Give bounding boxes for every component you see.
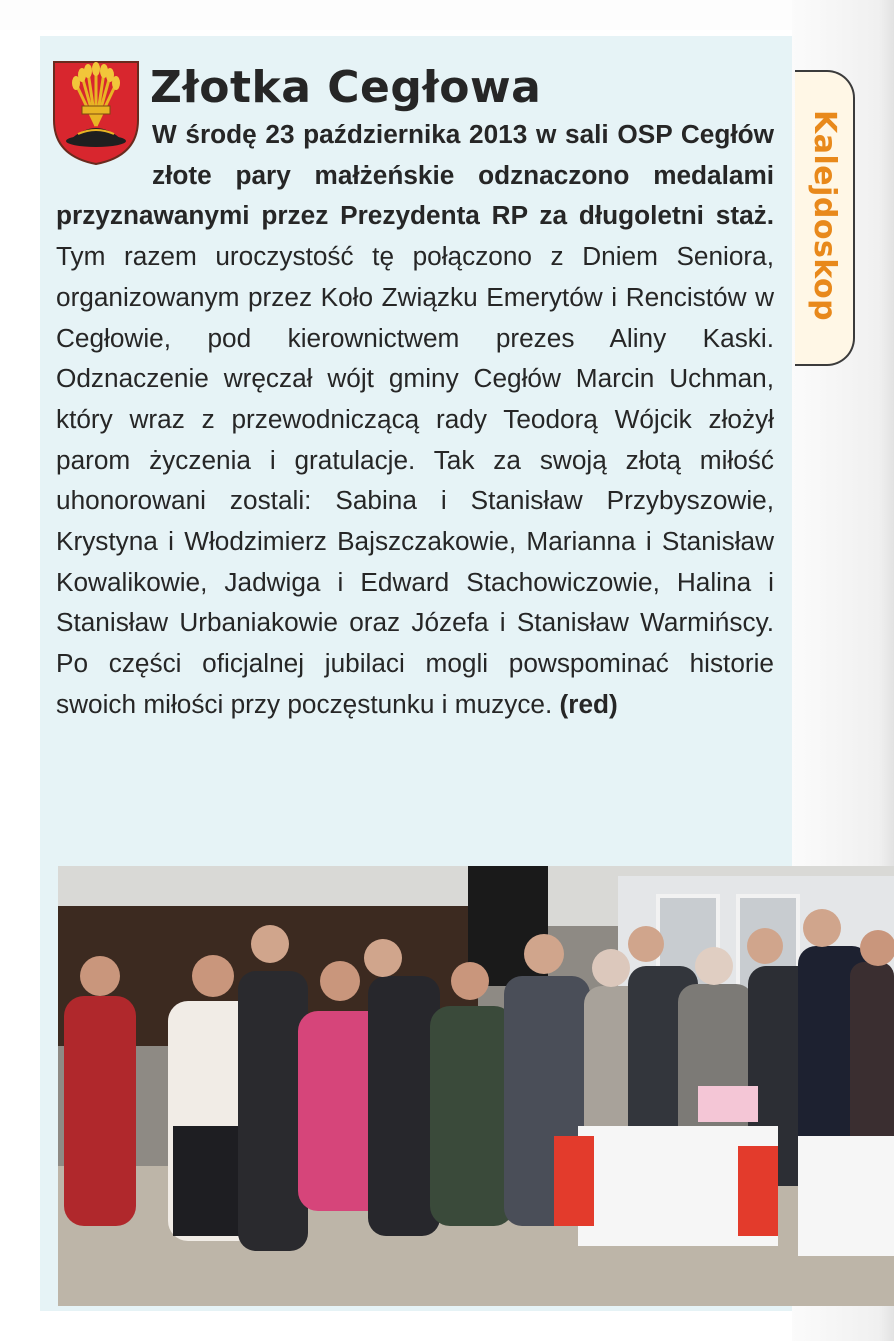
scan-edge	[0, 0, 894, 30]
group-photo	[58, 866, 894, 1306]
section-tab-label: Kalejdoskop	[807, 110, 842, 322]
emblem-spacer	[56, 114, 152, 194]
article-body	[56, 114, 774, 725]
article-title: Złotka Cegłowa	[150, 62, 542, 113]
author-signature: (red)	[559, 688, 618, 719]
article-text: Tym razem uroczystość tę połączono z Dniem Seniora, organizowanym przez Koło Związku Emerytów i Rencistów w Cegłowie, pod kierownictwem prezes Aliny Kaski. Odznaczenie wręczał wójt gminy Cegłów Marcin Uchman, który wraz z przewodniczącą rady Teodorą Wójcik złożył parom życzenia i gratulacje. Tak za swoją złotą miłość uhonorowani zostali: Sabina i Stanisław Przybyszowie, Krystyna i Włodzimierz Bajszczakowie, Marianna i Stanisław Kowalikowie, Jadwiga i Edward Stachowiczowie, Halina i Stanisław Urbaniakowie oraz Józefa i Stanisław Warmińscy. Po części oficjalnej jubilaci mogli powspominać historie swoich miłości przy poczęstunku i muzyce.	[56, 241, 774, 719]
article-lead: W środę 23 października 2013 w sali OSP Cegłów złote pary małżeńskie odznaczono medalami przyznawanymi przez Prezydenta RP za długoletni staż.	[56, 119, 774, 231]
